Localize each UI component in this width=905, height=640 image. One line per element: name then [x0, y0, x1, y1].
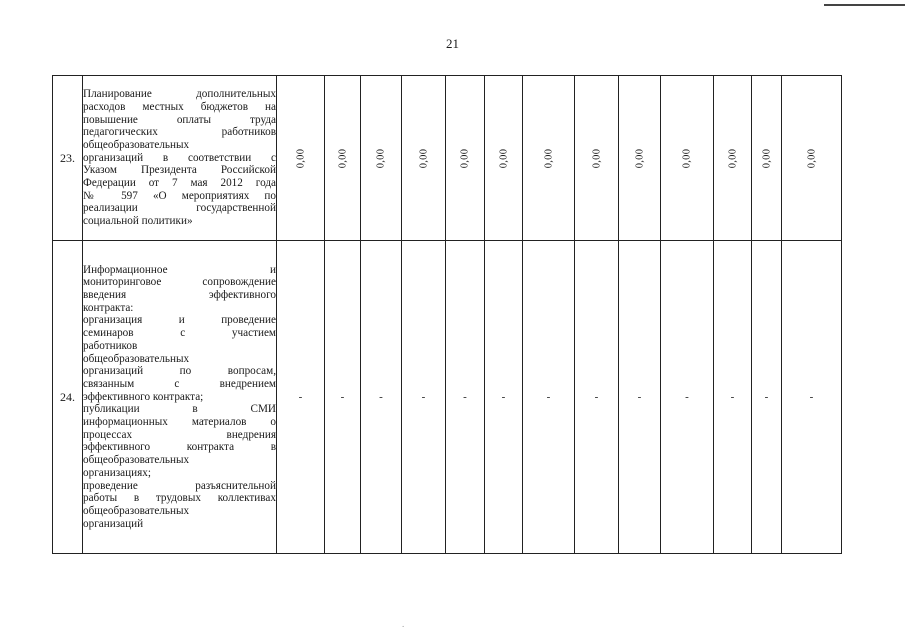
measure-description [83, 241, 277, 554]
value-cell: 0,00 [402, 76, 446, 241]
description-line: организаций в соответствии с [83, 151, 276, 164]
description-line: работников [83, 339, 138, 352]
value-cell: - [485, 241, 523, 554]
value-cell: - [446, 241, 485, 554]
value-cell: - [402, 241, 446, 554]
description-line: мониторинговое сопровождение [83, 276, 276, 289]
description-line: общеобразовательных [83, 504, 190, 517]
description-line: введения эффективного [83, 289, 276, 302]
description-line: повышение оплаты труда [83, 113, 276, 126]
scan-artifact: . [402, 619, 405, 629]
value-cell: 0,00 [361, 76, 402, 241]
description-line: работы в трудовых коллективах [83, 492, 276, 505]
description-line: публикации в СМИ [83, 403, 276, 416]
value-cell: - [752, 241, 782, 554]
description-line: организаций [83, 517, 144, 530]
description-line: эффективного контракта в [83, 441, 276, 454]
description-line: организация и проведение [83, 314, 276, 327]
description-line: информационных материалов о [83, 416, 276, 429]
value-cell: - [619, 241, 661, 554]
description-line: общеобразовательных [83, 352, 190, 365]
row-number: 24. [53, 241, 83, 554]
value-cell: 0,00 [575, 76, 619, 241]
value-cell: - [277, 241, 325, 554]
description-line: общеобразовательных [83, 454, 190, 467]
page-number: 21 [446, 36, 459, 51]
corner-scan-mark [824, 4, 905, 6]
value-cell: 0,00 [619, 76, 661, 241]
budget-measures-table [52, 75, 842, 554]
value-cell: - [575, 241, 619, 554]
row-number: 23. [53, 76, 83, 241]
description-line: процессах внедрения [83, 428, 276, 441]
value-cell: 0,00 [714, 76, 752, 241]
description-line: организациях; [83, 466, 151, 479]
value-cell: - [361, 241, 402, 554]
description-line: Указом Президента Российской [83, 164, 276, 177]
value-cell: 0,00 [485, 76, 523, 241]
table-row [53, 76, 842, 241]
value-cell: 0,00 [446, 76, 485, 241]
description-line: организаций по вопросам, [83, 365, 276, 378]
description-line: контракта: [83, 301, 134, 314]
description-line: Информационное и [83, 263, 276, 276]
value-cell: - [782, 241, 842, 554]
description-line: расходов местных бюджетов на [83, 100, 276, 113]
description-line: семинаров с участием [83, 327, 276, 340]
description-line: связанным с внедрением [83, 377, 276, 390]
description-line: педагогических работников [83, 126, 276, 139]
table-row [53, 241, 842, 554]
value-cell: - [714, 241, 752, 554]
value-cell: 0,00 [325, 76, 361, 241]
description-line: проведение разъяснительной [83, 479, 276, 492]
value-cell: 0,00 [661, 76, 714, 241]
description-line: общеобразовательных [83, 138, 190, 151]
value-cell: 0,00 [752, 76, 782, 241]
measure-description [83, 76, 277, 241]
value-cell: 0,00 [277, 76, 325, 241]
value-cell: - [661, 241, 714, 554]
description-line: № 597 «О мероприятиях по [83, 189, 276, 202]
value-cell: - [523, 241, 575, 554]
value-cell: - [325, 241, 361, 554]
description-line: Федерации от 7 мая 2012 года [83, 177, 276, 190]
description-line: Планирование дополнительных [83, 88, 276, 101]
value-cell: 0,00 [782, 76, 842, 241]
value-cell: 0,00 [523, 76, 575, 241]
description-line: социальной политики» [83, 215, 193, 228]
description-line: реализации государственной [83, 202, 276, 215]
description-line: эффективного контракта; [83, 390, 204, 403]
